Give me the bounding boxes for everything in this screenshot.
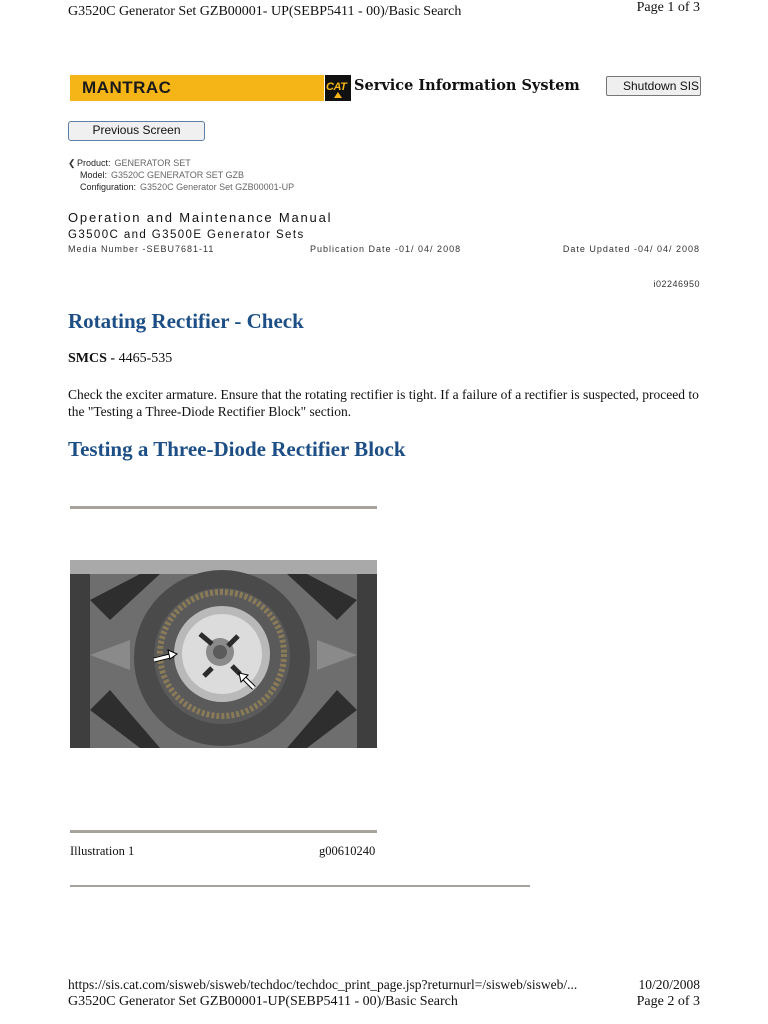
- smcs-code-line: [68, 351, 172, 367]
- media-number: Media Number -SEBU7681-11: [68, 244, 215, 254]
- print-date: 10/20/2008: [638, 977, 700, 992]
- previous-screen-button[interactable]: Previous Screen: [68, 121, 205, 141]
- divider: [70, 830, 377, 833]
- generator-rectifier-photo: [70, 560, 377, 748]
- chevron-left-icon[interactable]: ❮: [68, 158, 76, 168]
- illustration-label: Illustration 1: [70, 844, 135, 858]
- section-title-testing-rectifier: Testing a Three-Diode Rectifier Block: [68, 437, 406, 461]
- model-key: Model:: [80, 170, 108, 180]
- divider: [70, 506, 377, 509]
- document-id: i02246950: [653, 279, 700, 289]
- cat-logo-text: CAT: [326, 81, 347, 93]
- divider: [70, 885, 530, 887]
- configuration-key: Configuration:: [80, 182, 137, 192]
- manual-title: Operation and Maintenance Manual: [68, 210, 333, 225]
- date-updated: Date Updated -04/ 04/ 2008: [562, 244, 700, 254]
- product-breadcrumb: [68, 157, 294, 193]
- print-page-number: Page 1 of 3: [636, 0, 700, 15]
- cat-logo: [325, 75, 351, 101]
- print-header-title: G3520C Generator Set GZB00001- UP(SEBP5411 - 00)/Basic Search: [68, 4, 462, 19]
- shutdown-sis-button[interactable]: Shutdown SIS: [606, 76, 701, 96]
- footer-page-number: Page 2 of 3: [636, 994, 700, 1009]
- brand-name: MANTRAC: [82, 78, 172, 97]
- smcs-label: SMCS -: [68, 351, 116, 366]
- cat-triangle-icon: [334, 92, 342, 98]
- manual-subtitle: G3500C and G3500E Generator Sets: [68, 229, 305, 241]
- illustration-code: g00610240: [319, 844, 376, 858]
- page-url: https://sis.cat.com/sisweb/sisweb/techdoc/techdoc_print_page.jsp?returnurl=/sisweb/sisweb/...: [68, 977, 578, 992]
- product-value: GENERATOR SET: [114, 158, 191, 168]
- instruction-paragraph: Check the exciter armature. Ensure that the rotating rectifier is tight. If a failure of a rectifier is suspected, proceed to the "Testing a Three-Diode Rectifier Block" section.: [68, 387, 699, 419]
- system-title: Service Information System: [354, 77, 580, 94]
- footer-title: G3520C Generator Set GZB00001-UP(SEBP5411 - 00)/Basic Search: [68, 994, 458, 1009]
- smcs-code: 4465-535: [115, 351, 173, 366]
- product-key: Product:: [77, 158, 111, 168]
- sis-banner: [68, 73, 701, 102]
- publication-date: Publication Date -01/ 04/ 2008: [310, 244, 462, 254]
- configuration-value: G3520C Generator Set GZB00001-UP: [140, 182, 295, 192]
- mantrac-logo: [70, 75, 324, 101]
- model-value: G3520C GENERATOR SET GZB: [111, 170, 245, 180]
- section-title-rotating-rectifier: Rotating Rectifier - Check: [68, 309, 304, 333]
